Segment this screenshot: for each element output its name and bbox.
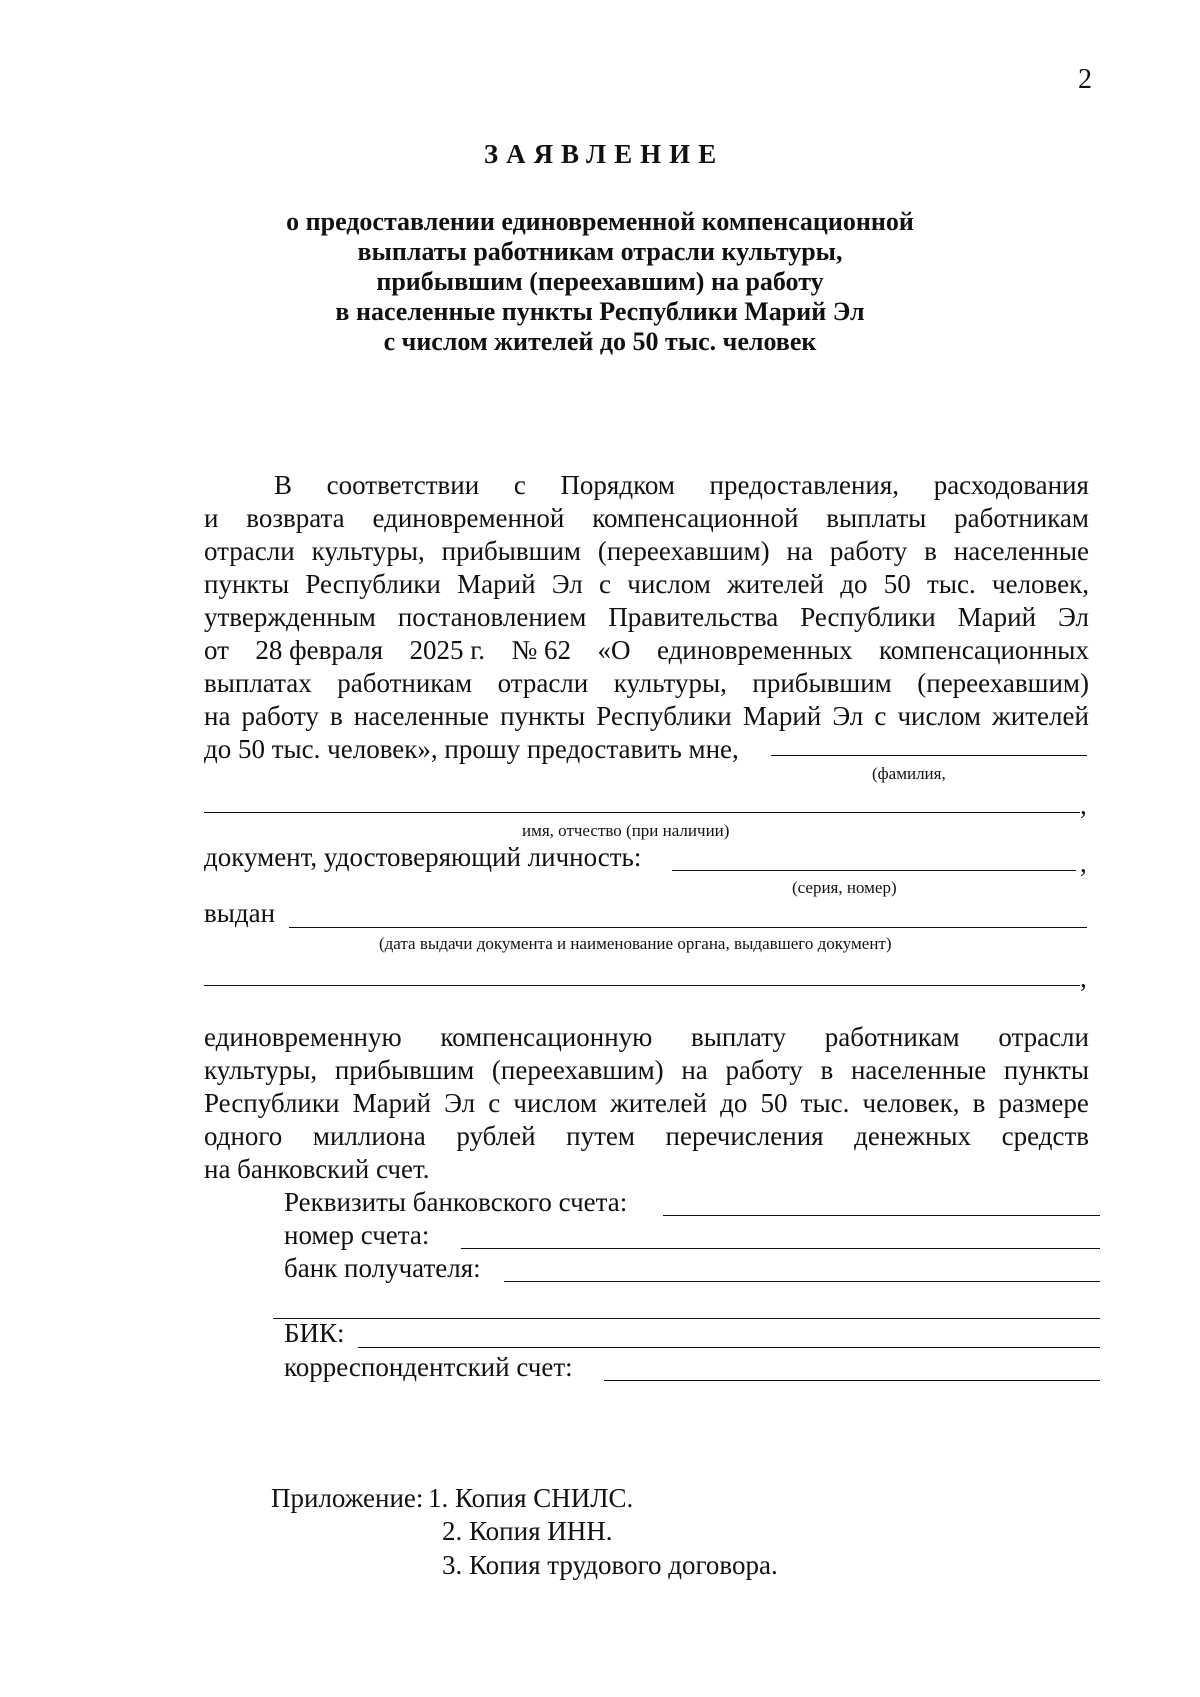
attachment-item: 3. Копия трудового договора. [442,1550,778,1580]
surname-field-line[interactable] [771,755,1087,756]
bank-name-label: банк получателя: [284,1253,481,1283]
subtitle-line: о предоставлении единовременной компенсационной [286,207,914,236]
attachment-item: 1. Копия СНИЛС. [428,1483,634,1513]
word: тыс. [800,1088,850,1118]
word: 50 [760,1088,788,1118]
word: 2025 г. [409,635,486,665]
word: населенные [353,701,489,731]
word: жителей [610,1088,707,1118]
word: Республики [596,701,732,731]
word: В [274,470,293,500]
word: на [681,1055,708,1085]
word: работникам [337,668,473,698]
word: Республики [800,602,936,632]
word: Республики [204,1088,340,1118]
word: выплатах [204,668,312,698]
word: Эл [551,569,583,599]
word: жителей [992,701,1089,731]
subtitle-line: выплаты работникам отрасли культуры, [357,237,843,266]
word: человек, [992,569,1089,599]
word: с [599,569,612,599]
bik-label: БИК: [284,1318,345,1348]
paragraph-line [204,1054,1089,1087]
word: (переехавшим) [491,1055,664,1085]
subtitle-line: в населенные пункты Республики Марий Эл [335,297,865,326]
word: человек, [862,1088,960,1118]
comma: , [1080,848,1087,878]
word: до [720,1088,748,1118]
word: до [840,569,868,599]
word: Марий [957,602,1037,632]
full-name-field-line[interactable] [204,812,1080,813]
word: работу [725,1055,803,1085]
word: от [204,635,229,665]
account-label: номер счета: [284,1220,430,1250]
bank-name-field-line[interactable] [504,1281,1100,1282]
paragraph-last-line: до 50 тыс. человек», прошу предоставить мне, [204,734,739,764]
corr-account-field-line[interactable] [604,1380,1100,1381]
word: одного [204,1121,283,1151]
word: Эл [1057,602,1089,632]
word: работникам [824,1022,960,1052]
word: числом [897,701,982,731]
word: населенные [953,536,1089,566]
bank-name-field-line-2[interactable] [273,1318,1100,1319]
paragraph-line [204,601,1089,634]
issued-label: выдан [204,898,276,928]
word: жителей [727,569,824,599]
word: пункты [204,569,290,599]
corr-account-label: корреспондентский счет: [284,1352,573,1382]
paragraph-line [204,1021,1089,1054]
word: работникам [954,503,1089,533]
issued-field-line[interactable] [289,927,1087,928]
word: расходования [933,470,1089,500]
word: Эл [832,701,864,731]
word: 28 февраля [255,635,384,665]
word: возврата [246,503,345,533]
paragraph-last-line: на банковский счет. [204,1154,430,1184]
attachments-label: Приложение: [271,1483,424,1513]
word: размере [998,1088,1089,1118]
word: в [329,701,343,731]
bank-details-field-line[interactable] [663,1215,1100,1216]
caption-series: (серия, номер) [792,878,897,897]
word: Марий [352,1088,431,1118]
word: компенсационных [879,635,1089,665]
word: на [204,701,231,731]
word: выплаты [826,503,927,533]
word: № 62 [511,635,571,665]
paragraph-line [204,568,1089,601]
word: Порядком [560,470,675,500]
word: культуры, [613,668,727,698]
word: 50 [883,569,911,599]
paragraph-line [204,1087,1089,1120]
id-doc-label: документ, удостоверяющий личность: [204,842,642,872]
word: предоставления, [709,470,900,500]
attachment-item: 2. Копия ИНН. [442,1516,613,1546]
word: Правительства [608,602,779,632]
word: путем [566,1121,635,1151]
paragraph-line [204,1120,1089,1153]
bank-details-label: Реквизиты банковского счета: [284,1187,628,1217]
word: миллиона [312,1121,426,1151]
paragraph-line [204,535,1089,568]
word: выплату [691,1022,787,1052]
word: культуры, [311,536,425,566]
word: денежных [854,1121,972,1151]
word: прибывшим [334,1055,475,1085]
paragraph-line [204,469,1089,502]
word: на [786,536,813,566]
word: с [488,1088,501,1118]
word: единовременную [204,1022,402,1052]
caption-surname: (фамилия, [872,764,946,783]
document-title: ЗАЯВЛЕНИЕ [483,139,725,169]
caption-issued: (дата выдачи документа и наименование органа, выдавшего документ) [379,934,892,953]
comma: , [1080,790,1087,820]
word: отрасли [998,1022,1089,1052]
word: с [513,470,526,500]
word: культуры, [204,1055,318,1085]
word: компенсационной [592,503,799,533]
account-field-line[interactable] [461,1248,1100,1249]
word: (переехавшим) [597,536,770,566]
word: постановлением [397,602,587,632]
word: работу [241,701,319,731]
word: утвержденным [204,602,376,632]
word: с [874,701,887,731]
word: рублей [456,1121,536,1151]
intro-paragraph [204,469,1089,766]
bik-field-line[interactable] [358,1347,1100,1348]
page-number: 2 [1078,64,1092,95]
subtitle-line: с числом жителей до 50 тыс. человек [383,327,817,356]
word: прибывшим [752,668,892,698]
paragraph-line [204,634,1089,667]
word: перечисления [665,1121,824,1151]
subtitle-line: прибывшим (переехавшим) на работу [376,267,824,296]
word: Эл [444,1088,476,1118]
word: компенсационную [440,1022,653,1052]
document-subtitle [0,207,1200,357]
word: работу [829,536,908,566]
word: единовременной [372,503,565,533]
issued-field-line-2[interactable] [204,985,1080,986]
word: (переехавшим) [917,668,1089,698]
word: прибывшим [441,536,581,566]
word: Марий [457,569,536,599]
word: числом [627,569,711,599]
word: Марий [742,701,822,731]
word: «О [597,635,631,665]
word: отрасли [497,668,589,698]
payment-paragraph [204,1021,1089,1186]
word: числом [513,1088,597,1118]
word: в [972,1088,986,1118]
word: в [820,1055,834,1085]
paragraph-line [204,502,1089,535]
word: единовременных [656,635,853,665]
paragraph-line [204,667,1089,700]
paragraph-line [204,700,1089,733]
word: пункты [1003,1055,1089,1085]
word: тыс. [927,569,976,599]
word: населенные [850,1055,987,1085]
comma: , [1080,963,1087,993]
word: средств [1001,1121,1089,1151]
word: Республики [305,569,441,599]
word: и [204,503,219,533]
word: соответствии [326,470,480,500]
word: отрасли [204,536,295,566]
word: пункты [500,701,586,731]
id-doc-field-line[interactable] [672,870,1076,871]
caption-name: имя, отчество (при наличии) [522,821,730,840]
word: в [924,536,937,566]
